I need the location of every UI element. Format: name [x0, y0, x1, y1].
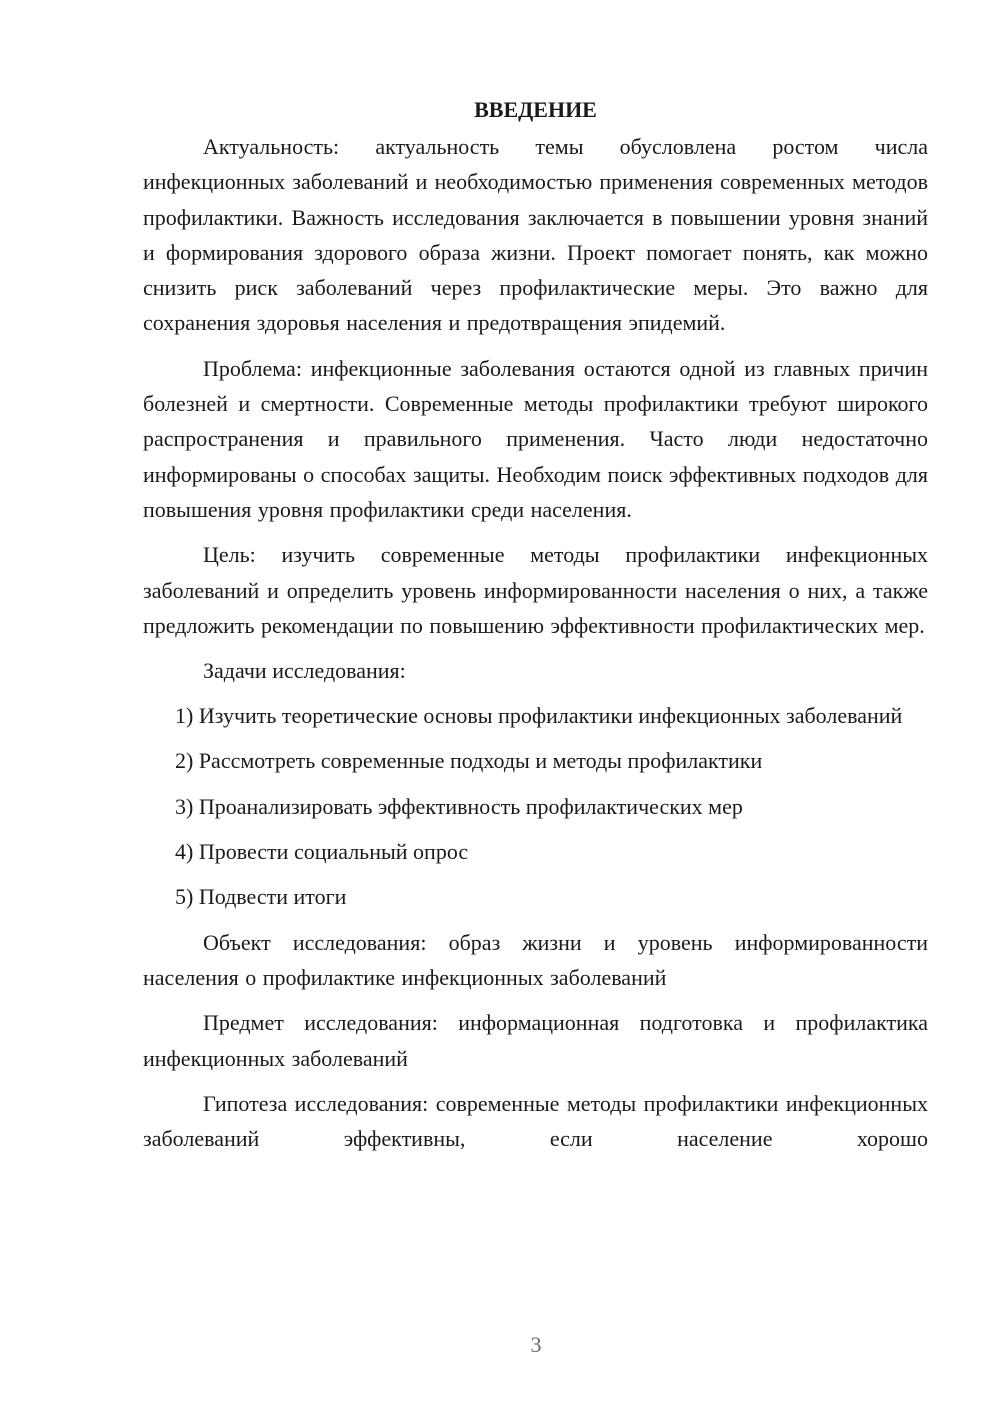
document-title: ВВЕДЕНИЕ — [474, 97, 597, 122]
task-item: 5) Подвести итоги — [175, 884, 347, 910]
task-item: 1) Изучить теоретические основы профилактики инфекционных заболеваний — [175, 703, 903, 729]
tasks-heading: Задачи исследования: — [203, 658, 406, 684]
paragraph-object: Объект исследования: образ жизни и уровень информированности населения о профилактике инфекционных заболеваний — [143, 929, 928, 990]
paragraph-hypothesis: Гипотеза исследования: современные методы профилактики инфекционных заболеваний эффективны, если население хорошо — [143, 1090, 928, 1152]
tasks-list — [143, 698, 928, 914]
page-number: 3 — [530, 1332, 542, 1357]
paragraph-goal: Цель: изучить современные методы профилактики инфекционных заболеваний и определить уровень информированности населения о них, а также предложить рекомендации по повышению эффективности профилактических мер. — [143, 542, 928, 638]
task-item: 3) Проанализировать эффективность профилактических мер — [175, 793, 743, 819]
paragraph-problem: Проблема: инфекционные заболевания остаются одной из главных причин болезней и смертности. Современные методы профилактики требуют широкого распространения и правильного применения. Часто люди недостаточно информированы о способах защиты. Необходим поиск эффективных подходов для повышения уровня профилактики среди населения. — [143, 355, 928, 522]
task-item: 2) Рассмотреть современные подходы и методы профилактики — [175, 748, 763, 774]
document-page — [143, 92, 928, 1166]
paragraph-subject: Предмет исследования: информационная подготовка и профилактика инфекционных заболеваний — [143, 1010, 928, 1071]
task-item: 4) Провести социальный опрос — [175, 839, 469, 865]
paragraph-relevance: Актуальность: актуальность темы обусловлена ростом числа инфекционных заболеваний и необходимостью применения современных методов профилактики. Важность исследования заключается в повышении уровня знаний и формирования здорового образа жизни. Проект помогает понять, как можно снизить риск заболеваний через профилактические меры. Это важно для сохранения здоровья населения и предотвращения эпидемий. — [143, 134, 928, 336]
